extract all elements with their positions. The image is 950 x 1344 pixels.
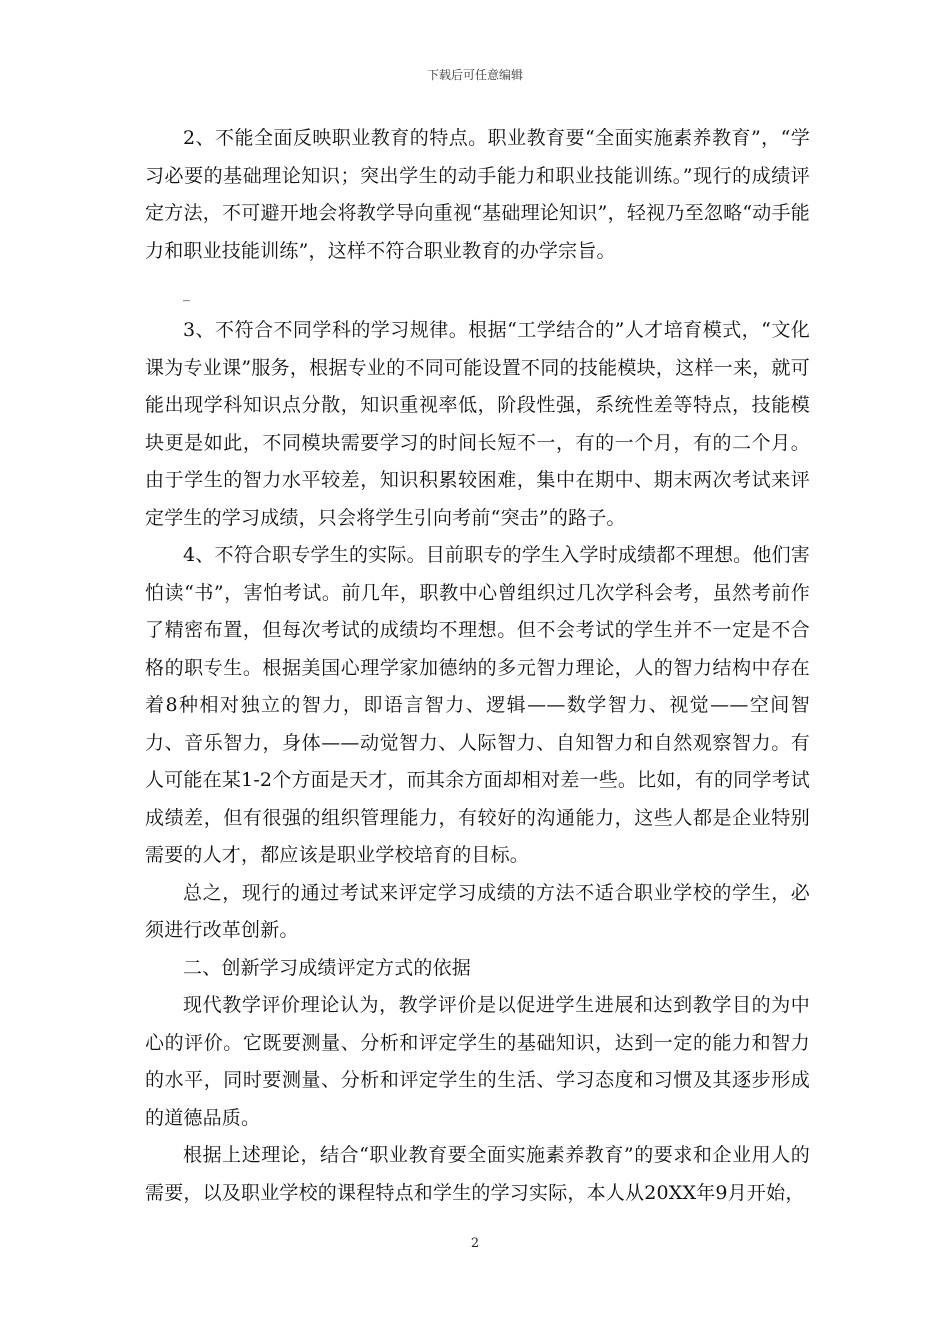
page-header: 下载后可任意编辑 [426,68,523,82]
paragraph-point-3: 3、不符合不同学科的学习规律。根据“工学结合的”人才培育模式，“文化课为专业课”服务，根据专业的不同可能设置不同的技能模块，这样一来，就可能出现学科知识点分散，知识重视率低，阶段性强，系统性差等特点，技能模块更是如此，不同模块需要学习的时间长短不一，有的一个月，有的二个月。由于学生的智力水平较差，知识积累较困难，集中在期中、期末两次考试来评定学生的学习成绩，只会将学生引向考前“突击”的路子。 [145,319,810,529]
paragraph-evaluation-theory: 现代教学评价理论认为，教学评价是以促进学生进展和达到教学目的为中心的评价。它既要测量、分析和评定学生的基础知识，达到一定的能力和智力的水平，同时要测量、分析和评定学生的生活、学习态度和习惯及其逐步形成的道德品质。 [145,994,810,1129]
paragraph-according-theory: 根据上述理论，结合“职业教育要全面实施素养教育”的要求和企业用人的需要，以及职业学校的课程特点和学生的学习实际，本人从20XX年9月开始， [145,1144,810,1204]
page-number: 2 [470,1236,480,1251]
paragraph-point-4: 4、不符合职专学生的实际。目前职专的学生入学时成绩都不理想。他们害怕读“书”，害怕考试。前几年，职教中心曾组织过几次学科会考，虽然考前作了精密布置，但每次考试的成绩均不理想。但不会考试的学生并不一定是不合格的职专生。根据美国心理学家加德纳的多元智力理论，人的智力结构中存在着8种相对独立的智力，即语言智力、逻辑——数学智力、视觉——空间智力、音乐智力，身体——动觉智力、人际智力、自知智力和自然观察智力。有人可能在某1-2个方面是天才，而其余方面却相对差一些。比如，有的同学考试成绩差，但有很强的组织管理能力，有较好的沟通能力，这些人都是企业特别需要的人才，都应该是职业学校培育的目标。 [145,544,810,866]
section-heading-basis: 二、创新学习成绩评定方式的依据 [183,956,472,979]
paragraph-summary: 总之，现行的通过考试来评定学习成绩的方法不适合职业学校的学生，必须进行改革创新。 [145,881,810,941]
paragraph-point-2: 2、不能全面反映职业教育的特点。职业教育要“全面实施素养教育”，“学习必要的基础理论知识；突出学生的动手能力和职业技能训练。”现行的成绩评定方法，不可避开地会将教学导向重视“基础理论知识”，轻视乃至忽略“动手能力和职业技能训练”，这样不符合职业教育的办学宗旨。 [145,127,810,262]
document-body [145,120,810,1212]
stray-mark: _ [183,286,190,302]
